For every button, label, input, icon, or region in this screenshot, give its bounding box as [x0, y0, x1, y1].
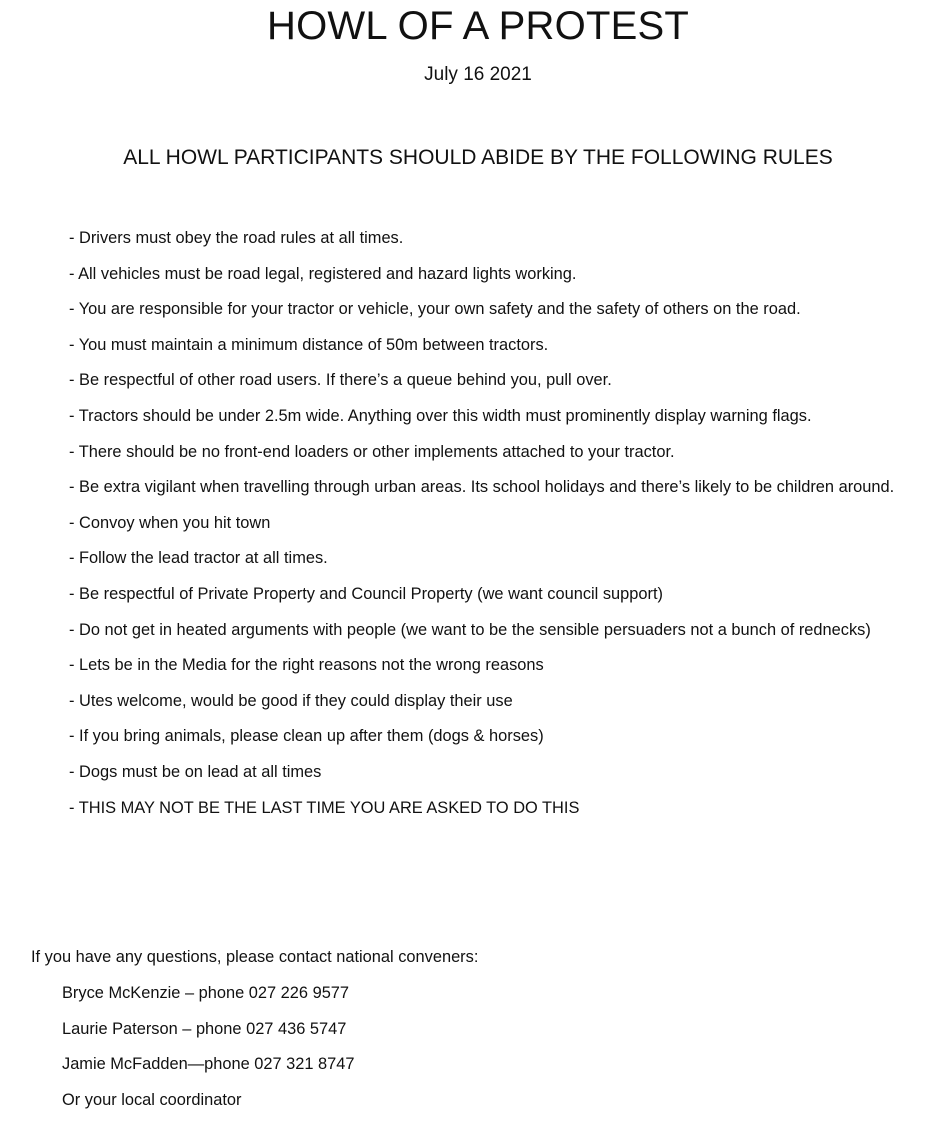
rule-item: - Lets be in the Media for the right reasons not the wrong reasons — [61, 653, 921, 678]
rules-heading: ALL HOWL PARTICIPANTS SHOULD ABIDE BY THE FOLLOWING RULES — [123, 146, 833, 169]
rule-item: - You are responsible for your tractor or vehicle, your own safety and the safety of others on the road. — [61, 297, 921, 322]
rule-item: - Be extra vigilant when travelling through urban areas. Its school holidays and there’s likely to be children around. — [61, 475, 921, 500]
rule-item: - Tractors should be under 2.5m wide. Anything over this width must prominently display warning flags. — [61, 404, 921, 429]
rule-item: - Follow the lead tractor at all times. — [61, 546, 921, 571]
rule-item: - All vehicles must be road legal, registered and hazard lights working. — [61, 262, 921, 287]
rules-list — [61, 226, 921, 831]
rule-item: - If you bring animals, please clean up after them (dogs & horses) — [61, 724, 921, 749]
rule-item: - Drivers must obey the road rules at all times. — [61, 226, 921, 251]
contact-item: Laurie Paterson – phone 027 436 5747 — [62, 1019, 347, 1038]
rule-item: - Convoy when you hit town — [61, 511, 921, 536]
rule-item: - Dogs must be on lead at all times — [61, 760, 921, 785]
contact-item: Bryce McKenzie – phone 027 226 9577 — [62, 984, 350, 1002]
rule-item: - Be respectful of other road users. If there’s a queue behind you, pull over. — [61, 368, 921, 393]
rule-item: - Do not get in heated arguments with people (we want to be the sensible persuaders not a bunch of rednecks) — [61, 618, 921, 643]
rule-item: - Utes welcome, would be good if they could display their use — [61, 689, 921, 714]
contacts-list — [62, 981, 355, 1123]
rule-item: - THIS MAY NOT BE THE LAST TIME YOU ARE ASKED TO DO THIS — [61, 796, 921, 821]
contact-intro: If you have any questions, please contact national conveners: — [31, 948, 479, 966]
rule-item: - There should be no front-end loaders or other implements attached to your tractor. — [61, 440, 921, 465]
rule-item: - You must maintain a minimum distance of 50m between tractors. — [61, 333, 921, 358]
rule-item: - Be respectful of Private Property and Council Property (we want council support) — [61, 582, 921, 607]
contact-item: Or your local coordinator — [62, 1090, 242, 1109]
contact-item: Jamie McFadden—phone 027 321 8747 — [62, 1055, 355, 1074]
document-date: July 16 2021 — [424, 64, 532, 85]
document-title: HOWL OF A PROTEST — [267, 4, 689, 48]
